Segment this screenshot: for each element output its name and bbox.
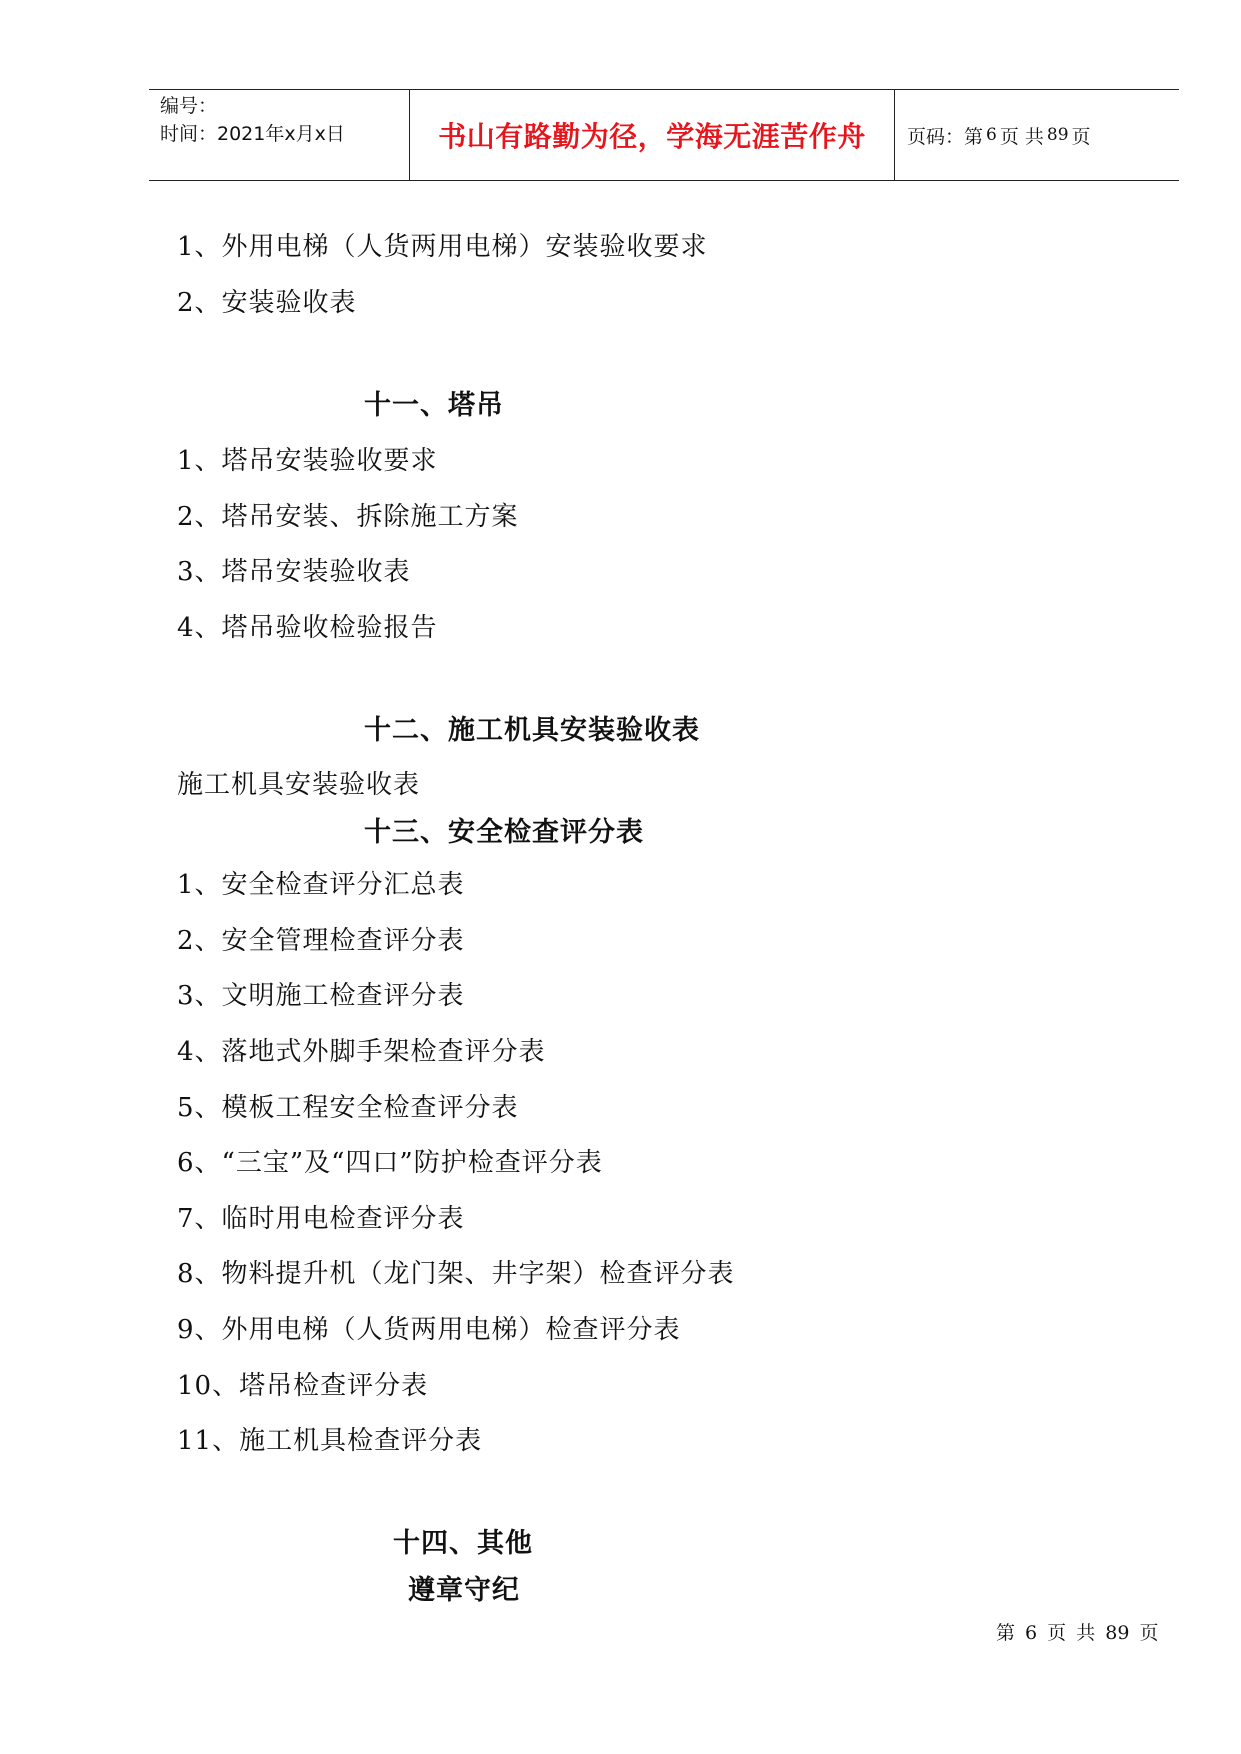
page-footer: 第 6 页 共 89 页 [996,1622,1159,1644]
section-heading: 十四、其他 [393,1528,533,1559]
section-heading: 十一、塔吊 [364,390,504,421]
section-heading: 十三、安全检查评分表 [364,817,644,848]
list-item: 10、塔吊检查评分表 [177,1371,429,1401]
list-item: 11、施工机具检查评分表 [177,1426,483,1456]
list-item: 1、外用电梯（人货两用电梯）安装验收要求 [177,232,708,262]
time-label: 时间：2021年x月x日 [160,123,345,145]
section-subheading: 遵章守纪 [408,1575,520,1606]
section-heading: 十二、施工机具安装验收表 [364,715,700,746]
header-page-cell [895,90,1179,180]
page-current: 6 [986,125,997,145]
list-item: 2、安全管理检查评分表 [177,926,465,956]
page-mid-label: 页 共 [999,125,1044,148]
list-item: 4、落地式外脚手架检查评分表 [177,1037,546,1067]
list-item: 施工机具安装验收表 [177,770,421,800]
list-item: 4、塔吊验收检验报告 [177,613,438,643]
list-item: 6、“三宝”及“四口”防护检查评分表 [177,1148,603,1178]
list-item: 9、外用电梯（人货两用电梯）检查评分表 [177,1315,681,1345]
list-item: 2、塔吊安装、拆除施工方案 [177,502,519,532]
page-label: 页码：第 [907,125,984,148]
serial-number-label: 编号： [160,95,218,117]
page-suffix: 页 [1071,125,1091,148]
list-item: 8、物料提升机（龙门架、井字架）检查评分表 [177,1259,735,1289]
list-item: 5、模板工程安全检查评分表 [177,1093,519,1123]
list-item: 1、安全检查评分汇总表 [177,870,465,900]
page-total: 89 [1046,125,1069,145]
list-item: 7、临时用电检查评分表 [177,1204,465,1234]
list-item: 3、文明施工检查评分表 [177,981,465,1011]
list-item: 3、塔吊安装验收表 [177,557,411,587]
list-item: 2、安装验收表 [177,288,357,318]
list-item: 1、塔吊安装验收要求 [177,446,438,476]
header-motto-cell [410,90,895,180]
header-meta-cell [149,90,410,180]
motto-text: 书山有路勤为径，学海无涯苦作舟 [438,120,866,153]
document-header [149,89,1179,181]
